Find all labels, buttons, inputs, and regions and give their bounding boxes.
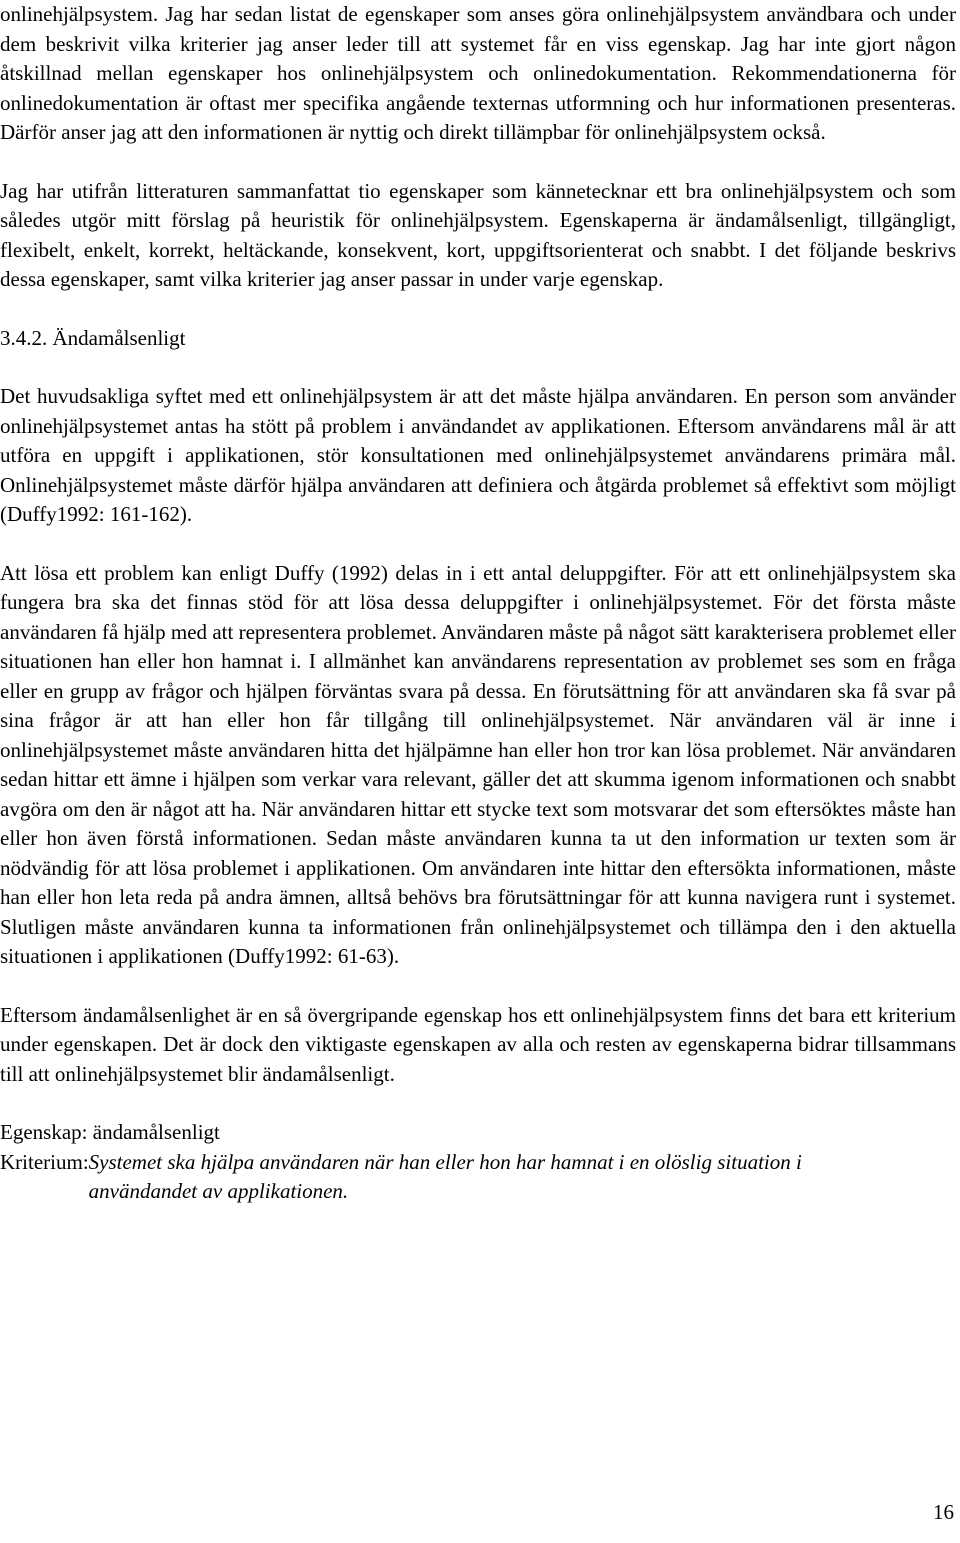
property-criterion-block bbox=[0, 1118, 956, 1207]
criterion-text: Systemet ska hjälpa användaren när han eller hon har hamnat i en olöslig situation i användandet av applikationen. bbox=[88, 1149, 802, 1203]
summary-paragraph: Jag har utifrån litteraturen sammanfattat tio egenskaper som kännetecknar ett bra onlinehjälpsystem och som således utgör mitt förslag på heuristik för onlinehjälpsystem. Egenskaperna är ändamålsenligt, tillgängligt, flexibelt, enkelt, korrekt, heltäckande, konsekvent, kort, uppgiftsorienterat och snabbt. I det följande beskrivs dessa egenskaper, samt vilka kriterier jag anser passar in under varje egenskap. bbox=[0, 178, 956, 291]
criterion-row bbox=[0, 1148, 956, 1207]
page-number: 16 bbox=[933, 1500, 954, 1524]
criterion-label: Kriterium bbox=[0, 1149, 83, 1174]
section-paragraph-duffy: Att lösa ett problem kan enligt Duffy (1992) delas in i ett antal deluppgifter. För att ett onlinehjälpsystem ska fungera bra ska det finnas stöd för att lösa dessa deluppgifter i onlinehjälpsystemet. För det första måste användaren få hjälp med att representera problemet. Användaren måste på något sätt karakterisera problemet eller situationen han eller hon hamnat i. I allmänhet kan användarens representation av problemet ses som en fråga eller en grupp av frågor och hjälpen förväntas svara på dessa. En förutsättning för att användaren ska få svar på sina frågor är att han eller hon får tillgång till onlinehjälpsystemet. När användaren väl är inne i onlinehjälpsystemet måste användaren hitta det hjälpämne han eller hon tror kan lösa problemet. När användaren sedan hittar ett ämne i hjälpen som verkar vara relevant, gäller det att skumma igenom informationen och snabbt avgöra om den är något att ha. När användaren hittar ett stycke text som motsvarar det som eftersöktes måste han eller hon även förstå informationen. Sedan måste användaren kunna ta ut den information ur texten som är nödvändig för att lösa problemet i applikationen. Om användaren inte hittar den eftersökta informationen, måste han eller hon leta reda på andra ämnen, alltså behövs bra förutsättningar för att kunna navigera runt i systemet. Slutligen måste användaren kunna ta informationen från onlinehjälpsystemet och tillämpa den i den aktuella situationen i applikationen (Duffy1992: 61-63). bbox=[0, 560, 956, 968]
criterion-label-group bbox=[0, 1148, 89, 1207]
property-value: ändamålsenligt bbox=[92, 1120, 220, 1144]
criterion-separator: : bbox=[82, 1149, 89, 1174]
section-paragraph-criterion: Eftersom ändamålsenlighet är en så övergripande egenskap hos ett onlinehjälpsystem finns det bara ett kriterium under egenskapen. Det är dock den viktigaste egenskapen av alla och resten av egenskaperna bidrar tillsammans till att onlinehjälpsystemet blir ändamålsenligt. bbox=[0, 1002, 956, 1086]
section-heading: 3.4.2. Ändamålsenligt bbox=[0, 325, 186, 350]
intro-paragraph: onlinehjälpsystem. Jag har sedan listat de egenskaper som anses göra onlinehjälpsystem användbara och under dem beskrivit vilka kriterier jag anser leder till att systemet får en viss egenskap. Jag har inte gjort någon åtskillnad mellan egenskaper hos onlinehjälpsystem och onlinedokumentation. Rekommendationerna för onlinedokumentation är oftast mer specifika angående texternas utformning och hur informationen presenteras. Därför anser jag att den informationen är nyttig och direkt tillämpbar för onlinehjälpsystem också. bbox=[0, 2, 956, 144]
property-separator: : bbox=[81, 1120, 93, 1144]
section-paragraph-purpose: Det huvudsakliga syftet med ett onlinehjälpsystem är att det måste hjälpa användaren. En person som använder onlinehjälpsystemet antas ha stött på problem i användandet av applikationen. Eftersom användarens mål är att utföra en uppgift i applikationen, stör konsultationen med onlinehjälpsystemet användarens primära mål. Onlinehjälpsystemet måste därför hjälpa användaren att definiera och åtgärda problemet så effektivt som möjligt (Duffy1992: 161-162). bbox=[0, 384, 956, 526]
property-row bbox=[0, 1118, 956, 1148]
property-label: Egenskap bbox=[0, 1120, 82, 1144]
